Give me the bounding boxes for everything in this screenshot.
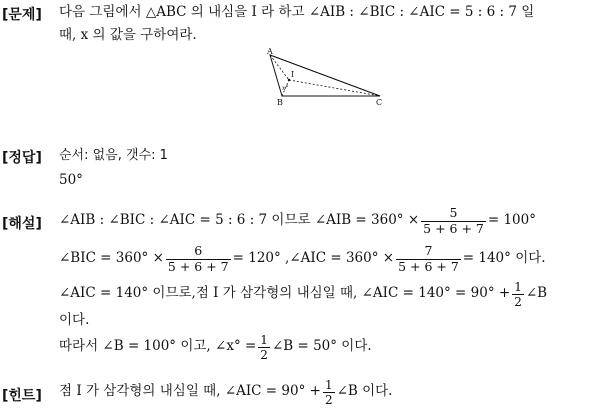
explanation-line-3 — [59, 276, 547, 312]
hint-b: ∠B 이다. — [336, 383, 393, 400]
expl-2b: = 120° ,∠AIC = 360° × — [232, 250, 395, 267]
expl-3a: ∠AIC = 140° 이므로,점 I 가 삼각형의 내심일 때, ∠AIC = 140° = 90° + — [59, 285, 511, 302]
fraction-numerator: 1 — [514, 279, 522, 294]
answer-meta: 순서: 없음, 갯수: 1 — [59, 148, 168, 163]
triangle-figure — [262, 44, 392, 112]
fraction-denominator: 5 + 6 + 7 — [398, 258, 459, 274]
vertex-b-label: B — [277, 98, 283, 107]
fraction-numerator: 5 — [449, 205, 458, 220]
incenter-point — [288, 79, 290, 81]
fraction-6-over-18 — [166, 245, 231, 273]
expl-5b: ∠B = 50° 이다. — [271, 338, 372, 355]
fraction-denominator: 5 + 6 + 7 — [167, 258, 229, 274]
fraction-1-over-2 — [512, 281, 524, 308]
problem-line-2: 때, x 의 값을 구하여라. — [59, 27, 197, 43]
fraction-denominator: 2 — [514, 294, 522, 309]
explanation-label: [해설] — [2, 216, 42, 232]
fraction-denominator: 2 — [260, 347, 268, 362]
expl-2a: ∠BIC = 360° × — [59, 250, 164, 267]
hint-label: [힌트] — [2, 388, 42, 404]
problem-line-1: 다음 그림에서 △ABC 의 내심을 I 라 하고 ∠AIB : ∠BIC : ∠AIC = 5 : 6 : 7 일 — [59, 4, 535, 20]
segment-ci — [289, 80, 380, 96]
answer-value: 50° — [59, 172, 83, 188]
vertex-a-label: A — [267, 47, 273, 56]
expl-3b: ∠B — [525, 285, 548, 302]
fraction-numerator: 1 — [324, 377, 333, 392]
expl-1b: = 100° — [487, 212, 536, 229]
fraction-5-over-18 — [421, 207, 486, 235]
expl-5a: 따라서 ∠B = 100° 이고, ∠x° = — [59, 338, 257, 355]
fraction-denominator: 5 + 6 + 7 — [423, 220, 484, 236]
fraction-numerator: 6 — [194, 243, 203, 258]
explanation-line-2 — [59, 241, 546, 277]
fraction-denominator: 2 — [324, 392, 333, 407]
fraction-1-over-2 — [323, 379, 335, 406]
fraction-numerator: 1 — [260, 332, 268, 347]
explanation-line-1 — [59, 203, 536, 239]
expl-2c: = 140° 이다. — [462, 250, 546, 267]
explanation-line-4: 이다. — [59, 312, 90, 328]
fraction-7-over-18 — [396, 245, 461, 273]
fraction-numerator: 7 — [424, 243, 433, 258]
problem-label: [문제] — [2, 7, 42, 23]
hint-a: 점 I 가 삼각형의 내심일 때, ∠AIC = 90° + — [59, 383, 321, 400]
fraction-1-over-2 — [258, 334, 270, 361]
vertex-c-label: C — [376, 98, 383, 107]
explanation-line-5 — [59, 329, 372, 365]
hint-line — [59, 374, 392, 410]
angle-x-label: x° — [282, 85, 289, 92]
expl-1a: ∠AIB : ∠BIC : ∠AIC = 5 : 6 : 7 이므로 ∠AIB = 360° × — [59, 212, 420, 229]
incenter-label: I — [291, 70, 295, 79]
answer-label: [정답] — [2, 150, 42, 166]
